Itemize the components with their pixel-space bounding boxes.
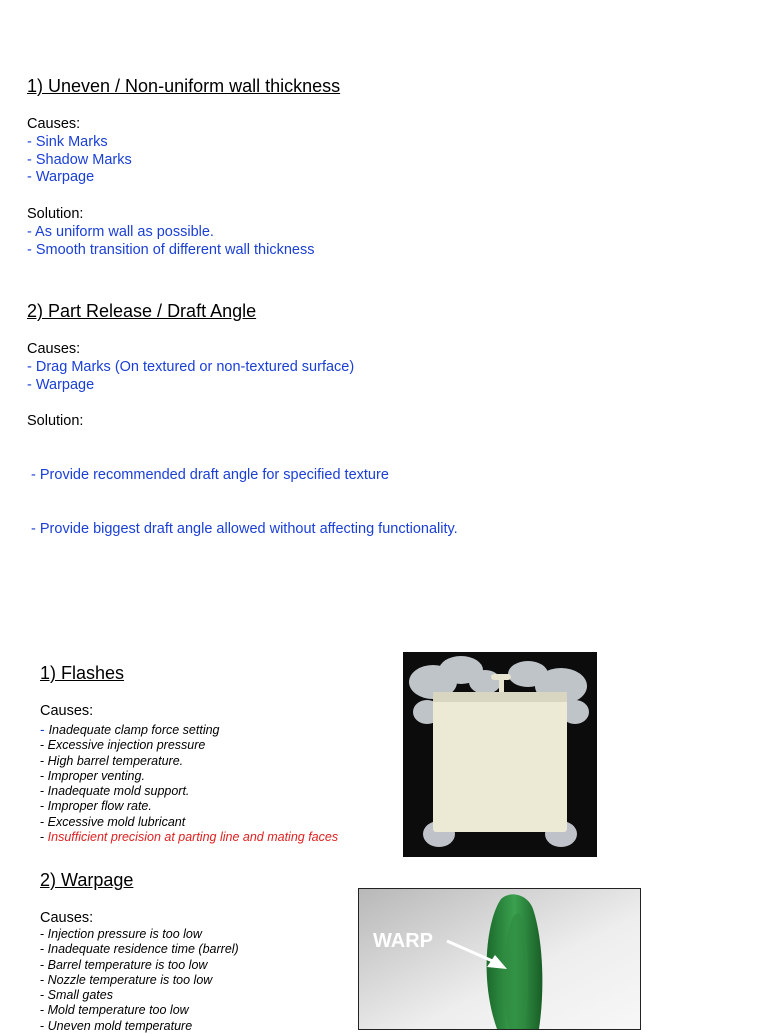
list-dash: -: [40, 1018, 48, 1033]
list-item-text: Small gates: [47, 988, 113, 1003]
list-dash: -: [40, 738, 48, 753]
list-item: - Drag Marks (On textured or non-textured surface): [27, 359, 355, 375]
list-dash: -: [40, 753, 48, 768]
list-dash: -: [40, 768, 48, 783]
flashes-causes-list: [40, 722, 338, 845]
list-item: [40, 973, 239, 988]
list-item-text: Inadequate mold support.: [47, 784, 190, 799]
list-item-text: Excessive injection pressure: [47, 738, 206, 753]
list-item: [40, 830, 338, 845]
flashes-causes-label: Causes:: [40, 703, 94, 719]
list-item: [40, 942, 239, 957]
list-dash: -: [40, 942, 48, 957]
list-item: [40, 1019, 239, 1034]
list-item-text: Insufficient precision at parting line and mating faces: [47, 830, 339, 845]
list-item-text: Inadequate residence time (barrel): [47, 942, 239, 957]
section1-solution-label: Solution:: [27, 206, 84, 222]
list-dash: -: [40, 799, 48, 814]
list-item-text: Nozzle temperature is too low: [47, 972, 213, 987]
list-item: [40, 815, 338, 830]
list-item-text: Excessive mold lubricant: [47, 814, 186, 829]
warpage-causes-label: Causes:: [40, 910, 94, 926]
list-dash: -: [40, 972, 48, 987]
list-item: [40, 738, 338, 753]
section1-causes-list: [27, 134, 132, 187]
list-dash: -: [40, 988, 48, 1003]
list-item: [40, 927, 239, 942]
list-item-text: Inadequate clamp force setting: [48, 723, 220, 737]
list-item: - Provide biggest draft angle allowed without affecting functionality.: [27, 520, 458, 537]
flash-part-illustration: [403, 652, 597, 857]
section1-causes-label: Causes:: [27, 116, 81, 132]
list-item: [40, 769, 338, 784]
list-dash: -: [40, 814, 48, 829]
list-dash: -: [40, 957, 48, 972]
flash-part-photo: [403, 652, 597, 857]
list-item: [40, 722, 338, 738]
section1-solutions-list: [27, 224, 314, 259]
warpage-causes-list: [40, 927, 239, 1034]
flashes-title: 1) Flashes: [40, 663, 125, 683]
list-item: - Warpage: [27, 376, 95, 393]
list-dash: -: [40, 830, 48, 845]
list-item: [40, 754, 338, 769]
section1-title: 1) Uneven / Non-uniform wall thickness: [27, 76, 341, 96]
section2-causes-list: [27, 359, 354, 394]
warpage-title: 2) Warpage: [40, 870, 134, 890]
list-item-text: Mold temperature too low: [47, 1003, 189, 1018]
list-item: [40, 988, 239, 1003]
list-item: [40, 958, 239, 973]
warp-ring-photo: [358, 888, 641, 1030]
section2-title: 2) Part Release / Draft Angle: [27, 301, 257, 321]
section2-solution-label: Solution:: [27, 413, 84, 429]
list-dash: -: [40, 927, 48, 941]
section2-causes-label: Causes:: [27, 341, 81, 357]
warp-ring-illustration: [359, 889, 640, 1029]
list-item-text: Uneven mold temperature: [47, 1018, 193, 1033]
list-dash: -: [40, 784, 48, 799]
list-item-text: High barrel temperature.: [47, 753, 184, 768]
list-item: - Provide recommended draft angle for specified texture: [27, 467, 389, 483]
list-item: - Sink Marks: [27, 134, 108, 150]
section2-solutions-list: [27, 431, 458, 556]
list-item: - Shadow Marks: [27, 151, 132, 168]
list-item-text: Improper venting.: [47, 768, 145, 783]
list-dash: -: [40, 1003, 48, 1018]
list-dash: -: [40, 721, 49, 737]
list-item: [40, 1003, 239, 1018]
list-item: - Smooth transition of different wall thickness: [27, 241, 315, 258]
list-item-text: Improper flow rate.: [47, 799, 152, 814]
list-item: - Warpage: [27, 169, 95, 186]
list-item: [40, 799, 338, 814]
list-item-text: Barrel temperature is too low: [47, 957, 208, 972]
list-item: [40, 784, 338, 799]
list-item-text: Injection pressure is too low: [47, 927, 202, 941]
list-item: - As uniform wall as possible.: [27, 224, 214, 240]
warp-label: WARP: [373, 930, 433, 952]
